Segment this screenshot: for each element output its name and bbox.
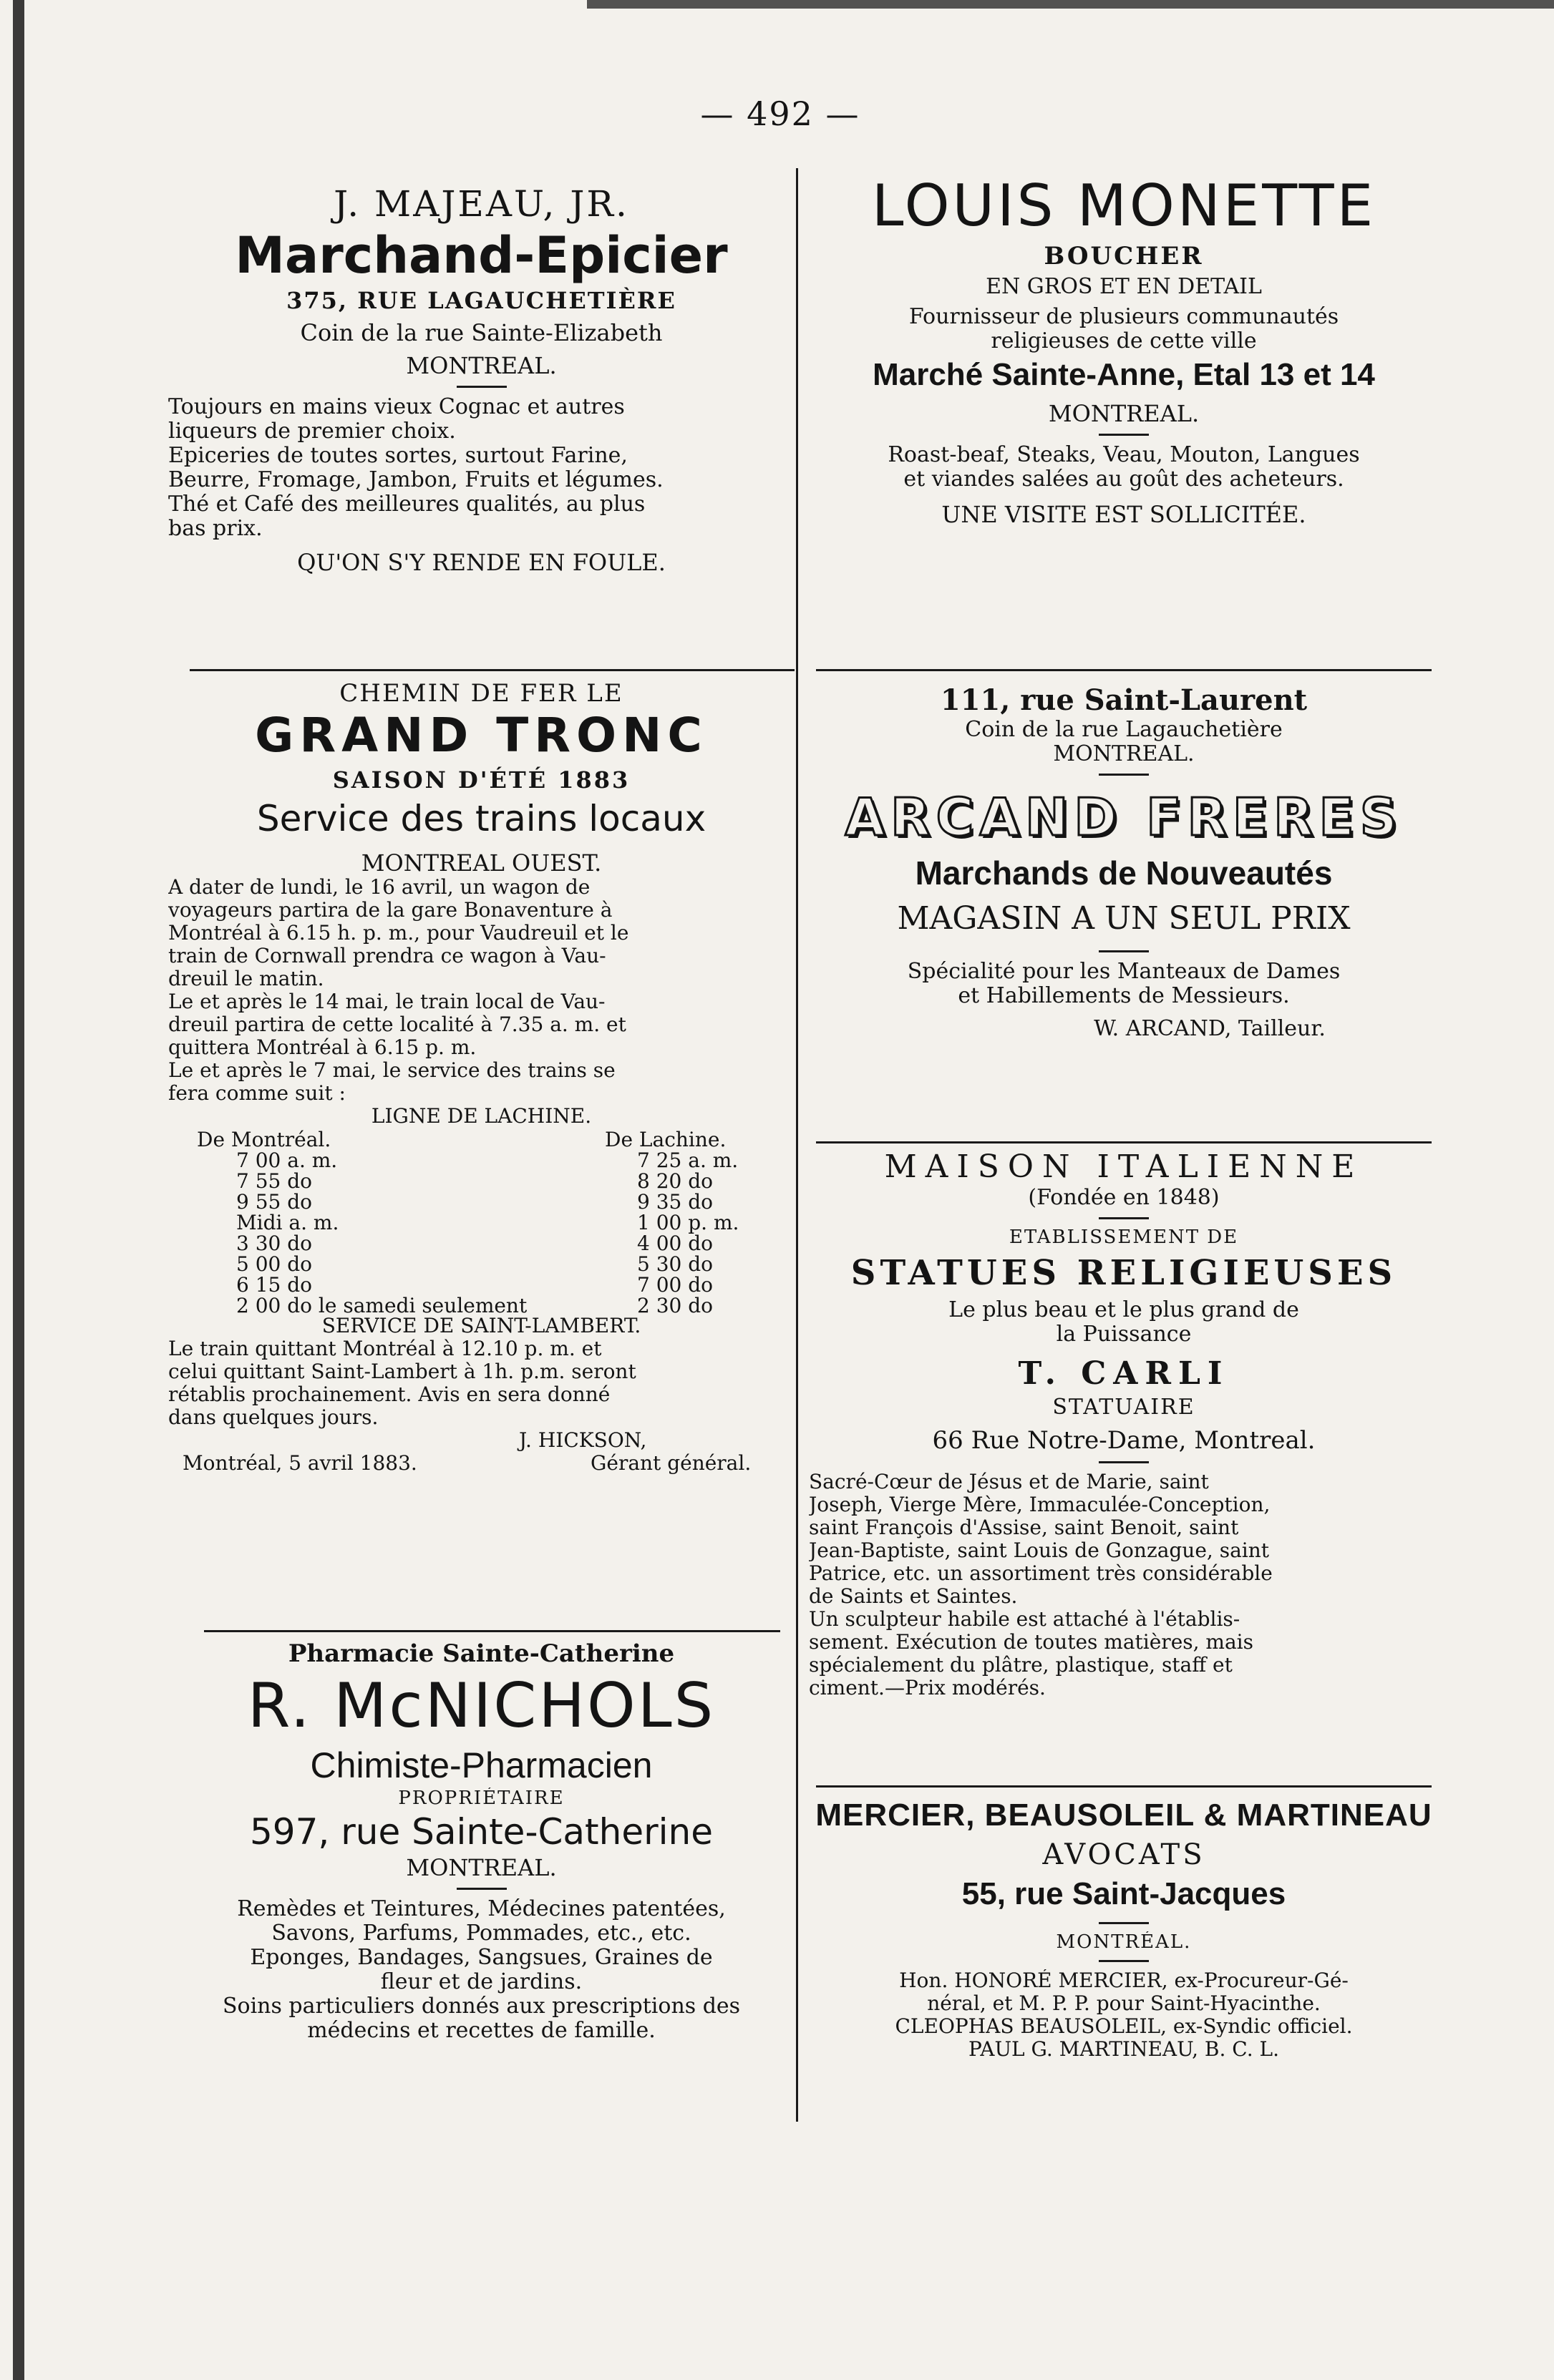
grand-tronc-date: Montréal, 5 avril 1883. xyxy=(183,1451,417,1475)
timetable-from: 2 00 do le samedi seulement xyxy=(236,1294,528,1317)
grand-tronc-line-name: LIGNE DE LACHINE. xyxy=(371,1105,592,1128)
monette-trade: BOUCHER xyxy=(1044,242,1204,270)
monette-body-line: Roast-beaf, Steaks, Veau, Mouton, Langues xyxy=(888,443,1360,467)
ad-monette xyxy=(809,172,1439,527)
timetable-from: 7 55 do xyxy=(236,1169,313,1193)
monette-market: Marché Sainte-Anne, Etal 13 et 14 xyxy=(873,357,1375,392)
majeau-body xyxy=(168,395,795,541)
mcnichols-body-line: Remèdes et Teintures, Médecines patentées, xyxy=(237,1897,726,1921)
grand-tronc-paragraph4 xyxy=(168,1337,795,1429)
carli-body-line: spécialement du plâtre, plastique, staff et xyxy=(809,1654,1233,1677)
carli-body xyxy=(809,1471,1439,1608)
rule-right-3 xyxy=(816,1785,1432,1788)
mercier-city: MONTRÉAL. xyxy=(1056,1931,1192,1953)
arcand-title: Marchands de Nouveautés xyxy=(915,854,1333,892)
timetable-to: 8 20 do xyxy=(637,1169,714,1193)
grand-tronc-service2: SERVICE DE SAINT-LAMBERT. xyxy=(321,1315,641,1337)
timetable-from: Midi a. m. xyxy=(236,1211,339,1234)
carli-claim-line: la Puissance xyxy=(1056,1322,1192,1347)
carli-body-line: ciment.—Prix modérés. xyxy=(809,1677,1046,1699)
timetable-to: 7 25 a. m. xyxy=(637,1148,739,1172)
rule-left-1 xyxy=(190,669,795,671)
arcand-rule xyxy=(1099,774,1149,776)
mercier-firm: MERCIER, BEAUSOLEIL & MARTINEAU xyxy=(815,1798,1432,1833)
timetable-row xyxy=(168,1190,795,1214)
arcand-specialty xyxy=(809,960,1439,1008)
timetable-to: 9 35 do xyxy=(637,1190,714,1214)
mcnichols-body xyxy=(168,1897,795,1994)
arcand-tailor: W. ARCAND, Tailleur. xyxy=(1094,1017,1326,1041)
majeau-body-line: Toujours en mains vieux Cognac et autres xyxy=(168,395,625,419)
grand-tronc-paragraph1 xyxy=(168,876,795,990)
grand-tronc-text-line: Le train quittant Montréal à 12.10 p. m. et xyxy=(168,1337,602,1360)
carli-house: MAISON ITALIENNE xyxy=(884,1148,1364,1185)
arcand-corner: Coin de la rue Lagauchetière xyxy=(965,718,1283,742)
timetable-from: 3 30 do xyxy=(236,1232,313,1255)
carli-name: T. CARLI xyxy=(1018,1355,1230,1392)
timetable-row xyxy=(168,1232,795,1255)
carli-title: STATUES RELIGIEUSES xyxy=(850,1253,1397,1293)
grand-tronc-text-line: voyageurs partira de la gare Bonaventure à xyxy=(168,899,613,922)
monette-supplier xyxy=(809,305,1439,353)
grand-tronc-paragraph3 xyxy=(168,1059,795,1105)
grand-tronc-text-line: dans quelques jours. xyxy=(168,1406,379,1429)
carli-address: 66 Rue Notre-Dame, Montreal. xyxy=(932,1427,1316,1454)
grand-tronc-text-line: A dater de lundi, le 16 avril, un wagon de xyxy=(168,876,591,899)
carli-rule-2 xyxy=(1099,1461,1149,1463)
carli-claim xyxy=(809,1298,1439,1347)
mercier-partner-line: Hon. HONORÉ MERCIER, ex-Procureur-Gé- xyxy=(899,1969,1349,1992)
timetable-to: 1 00 p. m. xyxy=(637,1211,739,1234)
mcnichols-title: Chimiste-Pharmacien xyxy=(310,1745,653,1785)
mcnichols-body-line: Soins particuliers donnés aux prescriptions des xyxy=(222,1994,741,2019)
majeau-title: Marchand-Epicier xyxy=(235,226,728,285)
carli-body-line: de Saints et Saintes. xyxy=(809,1585,1018,1608)
arcand-rule-2 xyxy=(1099,950,1149,952)
majeau-body-line: Epiceries de toutes sortes, surtout Farine, xyxy=(168,444,628,468)
timetable-to: 4 00 do xyxy=(637,1232,714,1255)
grand-tronc-role: Gérant général. xyxy=(591,1451,752,1475)
timetable-to: 2 30 do xyxy=(637,1294,714,1317)
carli-body-line: Joseph, Vierge Mère, Immaculée-Conception, xyxy=(809,1493,1271,1516)
mcnichols-name: R. McNICHOLS xyxy=(247,1670,716,1742)
grand-tronc-text-line: Le et après le 7 mai, le service des trains se xyxy=(168,1059,616,1082)
arcand-name: ARCAND FRERES xyxy=(845,787,1403,847)
mcnichols-owner: PROPRIÉTAIRE xyxy=(398,1788,565,1809)
timetable-col-from: De Montréal. xyxy=(197,1128,331,1151)
majeau-corner: Coin de la rue Sainte-Elizabeth xyxy=(300,320,663,346)
ad-mcnichols xyxy=(168,1639,795,2043)
ad-grand-tronc xyxy=(168,680,795,1475)
timetable-from: 9 55 do xyxy=(236,1190,313,1214)
arcand-store: MAGASIN A UN SEUL PRIX xyxy=(897,900,1351,937)
mcnichols-body2 xyxy=(168,1994,795,2043)
carli-rule xyxy=(1099,1217,1149,1219)
majeau-body-line: liqueurs de premier choix. xyxy=(168,419,456,444)
mercier-partner-line: PAUL G. MARTINEAU, B. C. L. xyxy=(968,2038,1280,2061)
carli-role: STATUAIRE xyxy=(1052,1395,1195,1420)
timetable xyxy=(168,1128,795,1315)
grand-tronc-service: Service des trains locaux xyxy=(256,798,706,839)
carli-body-line: Un sculpteur habile est attaché à l'établis- xyxy=(809,1608,1240,1631)
grand-tronc-season: SAISON D'ÉTÉ 1883 xyxy=(332,766,631,794)
majeau-body-line: bas prix. xyxy=(168,517,263,541)
carli-establishment: ETABLISSEMENT DE xyxy=(1009,1226,1239,1248)
arcand-city: MONTREAL. xyxy=(1053,742,1195,766)
grand-tronc-paragraph2 xyxy=(168,990,795,1059)
carli-body-line: Sacré-Cœur de Jésus et de Marie, saint xyxy=(809,1471,1209,1493)
grand-tronc-section: MONTREAL OUEST. xyxy=(361,850,602,876)
carli-claim-line: Le plus beau et le plus grand de xyxy=(948,1298,1299,1322)
majeau-address: 375, RUE LAGAUCHETIÈRE xyxy=(286,287,676,314)
mercier-address: 55, rue Saint-Jacques xyxy=(961,1876,1286,1911)
mcnichols-pharmacy: Pharmacie Sainte-Catherine xyxy=(288,1639,675,1668)
mercier-partner-line: néral, et M. P. P. pour Saint-Hyacinthe. xyxy=(927,1992,1321,2015)
mcnichols-body-line: Eponges, Bandages, Sangsues, Graines de xyxy=(250,1946,713,1970)
grand-tronc-text-line: rétablis prochainement. Avis en sera donné xyxy=(168,1383,611,1406)
carli-body-line: Jean-Baptiste, saint Louis de Gonzague, saint xyxy=(809,1539,1270,1562)
timetable-row xyxy=(168,1294,795,1315)
scan-edge xyxy=(13,0,24,2380)
page-number: — 492 — xyxy=(700,94,860,133)
majeau-name: J. MAJEAU, JR. xyxy=(334,183,629,225)
grand-tronc-text-line: train de Cornwall prendra ce wagon à Vau- xyxy=(168,945,606,967)
grand-tronc-text-line: celui quittant Saint-Lambert à 1h. p.m. seront xyxy=(168,1360,636,1383)
mcnichols-city: MONTREAL. xyxy=(406,1855,557,1881)
carli-body-line: saint François d'Assise, saint Benoit, saint xyxy=(809,1516,1239,1539)
monette-supplier-line: religieuses de cette ville xyxy=(991,329,1257,353)
mcnichols-body-line: médecins et recettes de famille. xyxy=(307,2019,656,2043)
mercier-partners xyxy=(809,1969,1439,2061)
carli-body2 xyxy=(809,1608,1439,1699)
mcnichols-address: 597, rue Sainte-Catherine xyxy=(250,1811,713,1853)
majeau-rule xyxy=(457,386,507,388)
column-divider xyxy=(796,168,798,2122)
ad-carli xyxy=(809,1148,1439,1699)
timetable-to: 5 30 do xyxy=(637,1252,714,1276)
timetable-row xyxy=(168,1211,795,1232)
monette-body-line: et viandes salées au goût des acheteurs. xyxy=(903,467,1344,492)
ad-majeau xyxy=(168,182,795,575)
mercier-rule xyxy=(1099,1922,1149,1924)
arcand-address: 111, rue Saint-Laurent xyxy=(940,683,1308,717)
monette-supplier-line: Fournisseur de plusieurs communautés xyxy=(908,305,1339,329)
timetable-to: 7 00 do xyxy=(637,1273,714,1297)
carli-founded: (Fondée en 1848) xyxy=(1028,1186,1220,1210)
grand-tronc-text-line: Le et après le 14 mai, le train local de Vau- xyxy=(168,990,606,1013)
grand-tronc-signature xyxy=(168,1429,795,1475)
monette-rule xyxy=(1099,434,1149,436)
majeau-body-line: Beurre, Fromage, Jambon, Fruits et légumes. xyxy=(168,468,664,492)
arcand-specialty-line: et Habillements de Messieurs. xyxy=(958,984,1290,1008)
rule-right-1 xyxy=(816,669,1432,671)
mercier-role: AVOCATS xyxy=(1042,1838,1205,1871)
rule-right-2 xyxy=(816,1141,1432,1143)
carli-body-line: Patrice, etc. un assortiment très considérable xyxy=(809,1562,1273,1585)
timetable-header xyxy=(168,1128,795,1151)
majeau-city: MONTREAL. xyxy=(406,353,557,379)
mcnichols-body-line: Savons, Parfums, Pommades, etc., etc. xyxy=(271,1921,691,1946)
grand-tronc-text-line: dreuil le matin. xyxy=(168,967,324,990)
monette-body xyxy=(809,443,1439,492)
ad-arcand xyxy=(809,683,1439,1041)
monette-slogan: UNE VISITE EST SOLLICITÉE. xyxy=(941,502,1306,527)
ad-mercier xyxy=(809,1795,1439,2061)
timetable-row xyxy=(168,1148,795,1172)
grand-tronc-header: CHEMIN DE FER LE xyxy=(339,680,623,707)
mercier-partner-line: CLEOPHAS BEAUSOLEIL, ex-Syndic officiel. xyxy=(895,2015,1353,2038)
monette-name: LOUIS MONETTE xyxy=(871,172,1376,239)
grand-tronc-text-line: dreuil partira de cette localité à 7.35 a. m. et xyxy=(168,1013,626,1036)
timetable-row xyxy=(168,1273,795,1297)
grand-tronc-text-line: Montréal à 6.15 h. p. m., pour Vaudreuil et le xyxy=(168,922,629,945)
timetable-row xyxy=(168,1252,795,1276)
mcnichols-body-line: fleur et de jardins. xyxy=(380,1970,583,1994)
timetable-col-to: De Lachine. xyxy=(605,1128,727,1151)
grand-tronc-name: GRAND TRONC xyxy=(255,708,708,763)
monette-city: MONTREAL. xyxy=(1048,401,1200,426)
timetable-from: 6 15 do xyxy=(236,1273,313,1297)
timetable-from: 7 00 a. m. xyxy=(236,1148,338,1172)
majeau-slogan: QU'ON S'Y RENDE EN FOULE. xyxy=(297,550,666,575)
mcnichols-rule xyxy=(457,1888,507,1890)
arcand-specialty-line: Spécialité pour les Manteaux de Dames xyxy=(907,960,1341,984)
scan-top-edge xyxy=(587,0,1554,9)
timetable-from: 5 00 do xyxy=(236,1252,313,1276)
grand-tronc-signer: J. HICKSON, xyxy=(519,1428,647,1452)
timetable-row xyxy=(168,1169,795,1193)
monette-wholesale: EN GROS ET EN DETAIL xyxy=(986,275,1262,299)
grand-tronc-text-line: quittera Montréal à 6.15 p. m. xyxy=(168,1036,477,1059)
majeau-body-line: Thé et Café des meilleures qualités, au plus xyxy=(168,492,646,517)
grand-tronc-text-line: fera comme suit : xyxy=(168,1082,346,1105)
carli-body-line: sement. Exécution de toutes matières, mais xyxy=(809,1631,1254,1654)
rule-left-2 xyxy=(204,1630,780,1632)
mercier-rule-2 xyxy=(1099,1960,1149,1962)
